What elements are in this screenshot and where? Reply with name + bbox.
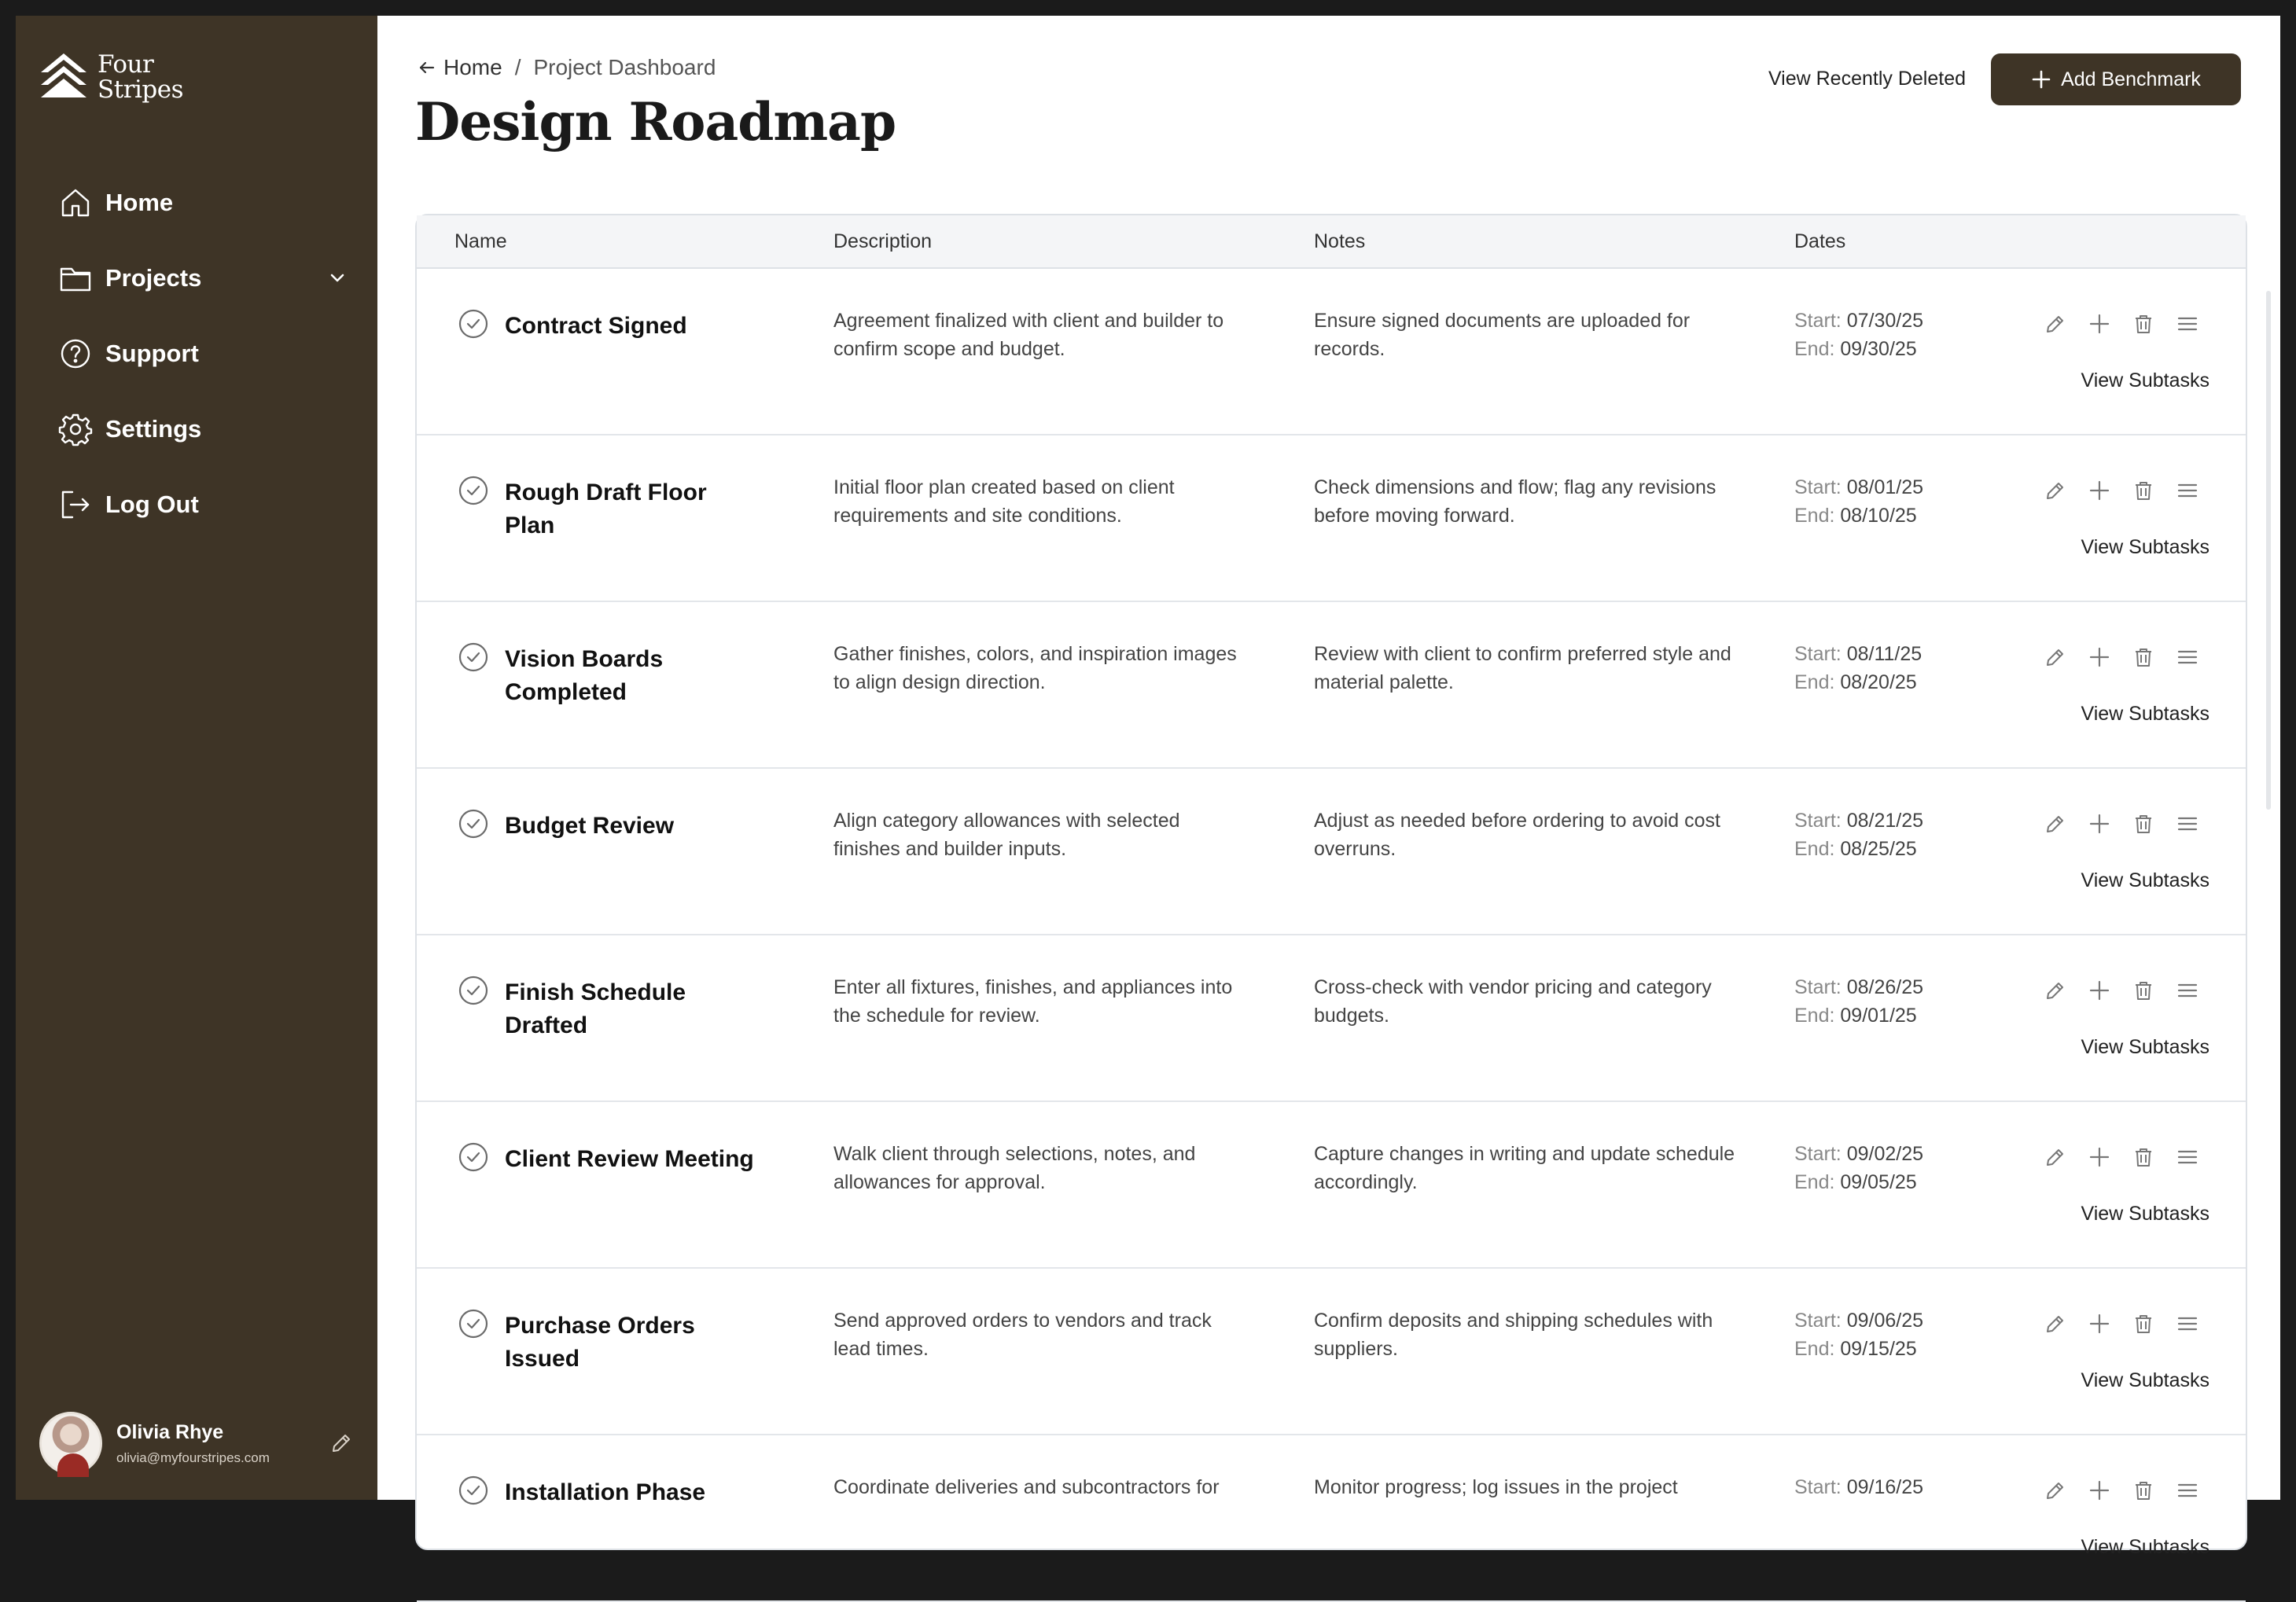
start-value: 08/26/25 [1846,976,1924,998]
sidebar-item-projects[interactable] [58,241,349,316]
sidebar-item-label: Home [105,189,174,216]
view-subtasks-link[interactable]: View Subtasks [2081,369,2210,391]
menu-icon[interactable] [2173,310,2202,338]
trash-icon[interactable] [2129,643,2158,671]
view-subtasks-link[interactable]: View Subtasks [2081,536,2210,558]
chevron-down-icon[interactable] [326,266,349,290]
scrollbar[interactable] [2266,291,2271,810]
start-label: Start: [1794,643,1842,665]
benchmark-description: Align category allowances with selected finishes and builder inputs. [833,810,1180,860]
benchmark-dates [1794,307,1923,363]
end-label: End: [1794,505,1835,527]
start-value: 09/02/25 [1846,1143,1924,1165]
end-label: End: [1794,838,1835,860]
add-icon[interactable] [2085,310,2114,338]
start-date [1794,973,1923,1001]
benchmark-dates [1794,1473,1923,1530]
benchmark-description: Gather finishes, colors, and inspiration images to align design direction. [833,643,1237,693]
benchmark-dates [1794,640,1922,696]
sidebar-item-support[interactable] [58,316,349,391]
benchmark-description: Enter all fixtures, finishes, and appliances into the schedule for review. [833,976,1233,1027]
row-actions [2041,310,2202,338]
check-circle-icon[interactable] [458,1308,489,1339]
end-value: 09/01/25 [1840,1005,1917,1027]
header-notes[interactable]: Notes [1314,230,1366,252]
edit-icon[interactable] [2041,643,2070,671]
benchmark-notes: Monitor progress; log issues in the project [1314,1476,1678,1498]
menu-icon[interactable] [2173,1143,2202,1171]
add-icon[interactable] [2085,476,2114,505]
end-date [1794,1168,1923,1196]
edit-icon[interactable] [2041,310,2070,338]
benchmark-name: Vision Boards Completed [505,646,664,705]
start-date [1794,807,1923,835]
benchmark-description: Coordinate deliveries and subcontractors for [833,1476,1220,1498]
end-label: End: [1794,1171,1835,1193]
trash-icon[interactable] [2129,1143,2158,1171]
end-label: End: [1794,1005,1835,1027]
check-circle-icon[interactable] [458,975,489,1006]
check-circle-icon[interactable] [458,1475,489,1506]
trash-icon[interactable] [2129,810,2158,838]
start-value: 09/16/25 [1846,1476,1924,1498]
benchmark-dates [1794,1306,1923,1363]
benchmark-description: Agreement finalized with client and builder to confirm scope and budget. [833,310,1224,360]
trash-icon[interactable] [2129,976,2158,1005]
row-actions [2041,643,2202,671]
avatar[interactable] [39,1412,102,1475]
breadcrumb-separator: / [514,55,521,79]
table-row [417,1435,2246,1602]
breadcrumb [417,55,716,80]
menu-icon[interactable] [2173,1310,2202,1338]
edit-icon[interactable] [2041,1143,2070,1171]
row-actions [2041,476,2202,505]
end-value: 09/30/25 [1840,338,1917,360]
benchmark-dates [1794,973,1923,1030]
benchmark-name: Budget Review [505,813,675,839]
arrow-left-icon [417,57,437,78]
edit-icon[interactable] [2041,1310,2070,1338]
menu-icon[interactable] [2173,810,2202,838]
brand-line-2: Stripes [98,75,184,104]
sidebar [16,16,377,1500]
app-window [16,16,2280,1558]
end-label: End: [1794,671,1835,693]
start-date [1794,640,1922,668]
home-icon [58,186,93,220]
logo-mark-icon [39,52,88,102]
check-circle-icon[interactable] [458,308,489,340]
table-body [417,269,2246,1602]
menu-icon[interactable] [2173,643,2202,671]
benchmark-dates [1794,807,1923,863]
end-date [1794,1001,1923,1030]
view-subtasks-link[interactable]: View Subtasks [2081,869,2210,891]
add-icon[interactable] [2085,1310,2114,1338]
table-row [417,1269,2246,1435]
benchmark-name: Purchase Orders Issued [505,1313,695,1372]
benchmark-notes: Cross-check with vendor pricing and category budgets. [1314,976,1712,1027]
table-header [417,215,2246,269]
sidebar-item-label: Support [105,340,199,367]
trash-icon[interactable] [2129,1310,2158,1338]
view-subtasks-link[interactable]: View Subtasks [2081,1203,2210,1225]
end-date [1794,1335,1923,1363]
benchmark-dates [1794,1140,1923,1196]
check-circle-icon[interactable] [458,1141,489,1173]
brand-name [98,52,183,102]
brand-logo[interactable] [39,52,183,102]
add-benchmark-label: Add Benchmark [2061,68,2201,90]
start-label: Start: [1794,310,1842,332]
start-label: Start: [1794,1476,1842,1498]
end-value: 09/15/25 [1840,1338,1917,1360]
view-subtasks-link[interactable]: View Subtasks [2081,703,2210,725]
end-date [1794,668,1922,696]
table-row [417,769,2246,935]
breadcrumb-current: Project Dashboard [533,55,716,79]
edit-icon[interactable] [2041,476,2070,505]
end-label: End: [1794,1338,1835,1360]
table-row [417,1102,2246,1269]
benchmark-name: Finish Schedule Drafted [505,979,686,1038]
gear-icon [58,412,93,446]
row-actions [2041,1476,2202,1505]
start-date [1794,307,1923,335]
table-row [417,435,2246,602]
edit-profile-icon[interactable] [329,1431,354,1456]
benchmark-notes: Capture changes in writing and update schedule accordingly. [1314,1143,1735,1193]
benchmark-notes: Ensure signed documents are uploaded for records. [1314,310,1691,360]
table-row [417,602,2246,769]
breadcrumb-home-link[interactable] [417,55,502,80]
end-label: End: [1794,338,1835,360]
trash-icon[interactable] [2129,476,2158,505]
sidebar-item-settings[interactable] [58,391,349,467]
start-value: 08/01/25 [1846,476,1924,498]
main-content [377,16,2280,1558]
start-label: Start: [1794,810,1842,832]
edit-icon[interactable] [2041,810,2070,838]
benchmark-notes: Confirm deposits and shipping schedules with suppliers. [1314,1310,1713,1360]
benchmark-name: Contract Signed [505,313,687,339]
start-date [1794,1473,1923,1501]
benchmark-description: Send approved orders to vendors and track lead times. [833,1310,1212,1360]
start-date [1794,1306,1923,1335]
benchmark-name: Rough Draft Floor Plan [505,479,707,538]
table-row [417,269,2246,435]
header-dates[interactable]: Dates [1794,230,1846,252]
row-actions [2041,810,2202,838]
edit-icon[interactable] [2041,1476,2070,1505]
end-date [1794,835,1923,863]
end-value: 09/05/25 [1840,1171,1917,1193]
benchmark-notes: Adjust as needed before ordering to avoid cost overruns. [1314,810,1721,860]
trash-icon[interactable] [2129,1476,2158,1505]
sidebar-item-label: Projects [105,264,202,292]
benchmark-notes: Check dimensions and flow; flag any revisions before moving forward. [1314,476,1716,527]
menu-icon[interactable] [2173,1476,2202,1505]
benchmark-name: Installation Phase [505,1479,706,1505]
end-date [1794,335,1923,363]
add-icon[interactable] [2085,976,2114,1005]
benchmark-description: Walk client through selections, notes, and allowances for approval. [833,1143,1196,1193]
start-label: Start: [1794,1310,1842,1332]
start-label: Start: [1794,476,1842,498]
page-title: Design Roadmap [415,91,896,152]
end-value: 08/20/25 [1840,671,1917,693]
start-value: 08/11/25 [1846,643,1923,665]
start-date [1794,473,1923,502]
row-actions [2041,976,2202,1005]
add-icon[interactable] [2085,1143,2114,1171]
benchmark-notes: Review with client to confirm preferred style and material palette. [1314,643,1731,693]
brand-line-1: Four [98,50,154,79]
trash-icon[interactable] [2129,310,2158,338]
sidebar-nav [58,165,349,542]
start-value: 08/21/25 [1846,810,1924,832]
benchmarks-table [415,214,2247,1558]
start-label: Start: [1794,976,1842,998]
sidebar-item-label: Log Out [105,491,199,518]
menu-icon[interactable] [2173,476,2202,505]
view-subtasks-link[interactable]: View Subtasks [2081,1536,2210,1558]
row-actions [2041,1143,2202,1171]
add-icon[interactable] [2085,810,2114,838]
sidebar-item-home[interactable] [58,165,349,241]
start-value: 07/30/25 [1846,310,1924,332]
edit-icon[interactable] [2041,976,2070,1005]
add-icon[interactable] [2085,1476,2114,1505]
header-name[interactable]: Name [454,230,507,252]
end-value: 08/25/25 [1840,838,1917,860]
view-subtasks-link[interactable]: View Subtasks [2081,1369,2210,1391]
profile-info [116,1421,270,1466]
view-subtasks-link[interactable]: View Subtasks [2081,1036,2210,1058]
header-description[interactable]: Description [833,230,933,252]
row-actions [2041,1310,2202,1338]
check-circle-icon[interactable] [458,475,489,506]
plus-icon [2031,69,2051,90]
end-value: 08/10/25 [1840,505,1917,527]
view-recently-deleted-link[interactable]: View Recently Deleted [1768,68,1966,90]
start-date [1794,1140,1923,1168]
end-date [1794,502,1923,530]
profile-email: olivia@myfourstripes.com [116,1450,270,1465]
add-icon[interactable] [2085,643,2114,671]
benchmark-name: Client Review Meeting [505,1146,754,1172]
sidebar-item-logout[interactable] [58,467,349,542]
menu-icon[interactable] [2173,976,2202,1005]
check-circle-icon[interactable] [458,808,489,840]
sidebar-item-label: Settings [105,415,202,443]
folder-icon [58,261,93,296]
table-row [417,935,2246,1102]
start-value: 09/06/25 [1846,1310,1924,1332]
benchmark-dates [1794,473,1923,530]
breadcrumb-home-label: Home [443,55,502,79]
check-circle-icon[interactable] [458,641,489,673]
profile-name: Olivia Rhye [116,1420,224,1443]
help-circle-icon [58,336,93,371]
user-profile[interactable] [39,1410,354,1476]
start-label: Start: [1794,1143,1842,1165]
logout-icon [58,487,93,522]
benchmark-description: Initial floor plan created based on client requirements and site conditions. [833,476,1175,527]
add-benchmark-button[interactable] [1991,53,2241,105]
